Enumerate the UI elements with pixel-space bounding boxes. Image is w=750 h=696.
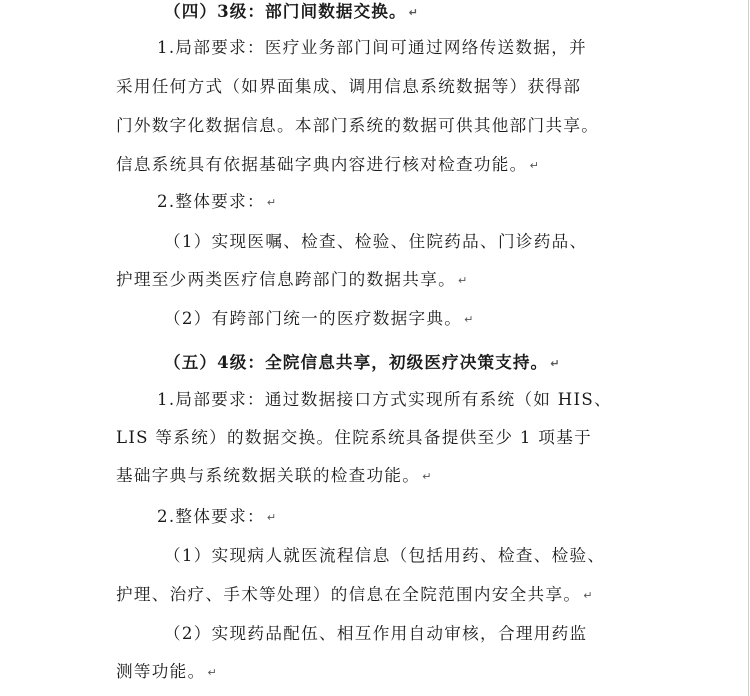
line-text: 测等功能。 [116, 662, 206, 681]
paragraph-mark-icon: ↵ [550, 357, 560, 370]
paragraph-line [116, 466, 431, 487]
paragraph-mark-icon: ↵ [408, 6, 418, 19]
paragraph-line [116, 662, 217, 683]
line-text: 采用任何方式（如界面集成、调用信息系统数据等）获得部 [116, 77, 582, 96]
paragraph-line [157, 390, 614, 411]
paragraph-line [164, 546, 607, 567]
paragraph-mark-icon: ↵ [266, 196, 277, 209]
line-text: 基础字典与系统数据关联的检查功能。 [116, 466, 421, 485]
paragraph-mark-icon: ↵ [266, 511, 277, 524]
line-text: （1）实现医嘱、检查、检验、住院药品、门诊药品、 [164, 232, 588, 251]
line-text: （1）实现病人就医流程信息（包括用药、检查、检验、 [164, 546, 606, 565]
line-text: （四）3级：部门间数据交换。 [164, 1, 407, 21]
paragraph-line [116, 155, 539, 176]
paragraph-mark-icon: ↵ [422, 470, 432, 483]
line-text: 信息系统具有依据基础字典内容进行核对检查功能。 [116, 155, 528, 174]
paragraph-mark-icon: ↵ [529, 159, 539, 172]
line-text: 护理至少两类医疗信息跨部门的数据共享。 [116, 270, 456, 289]
line-text: 门外数字化数据信息。本部门系统的数据可供其他部门共享。 [116, 116, 600, 135]
line-text: 1.局部要求：医疗业务部门间可通过网络传送数据，并 [157, 38, 587, 57]
paragraph-line [116, 270, 467, 291]
section-heading-level-4 [164, 352, 559, 374]
paragraph-line [157, 38, 589, 59]
line-text: LIS 等系统）的数据交换。住院系统具备提供至少 1 项基于 [116, 428, 592, 447]
paragraph-mark-icon: ↵ [207, 666, 217, 679]
paragraph-line [116, 116, 601, 137]
paragraph-line [157, 507, 276, 528]
line-text: （2）实现药品配伍、相互作用自动审核，合理用药监 [164, 624, 588, 643]
paragraph-line [164, 309, 473, 330]
paragraph-mark-icon: ↵ [457, 274, 468, 287]
line-text: 2.整体要求： [157, 507, 265, 526]
line-text: 1.局部要求：通过数据接口方式实现所有系统（如 HIS、 [157, 390, 612, 409]
paragraph-line [164, 232, 589, 253]
paragraph-mark-icon: ↵ [583, 589, 593, 602]
paragraph-mark-icon: ↵ [464, 313, 474, 326]
line-text: 2.整体要求： [157, 192, 265, 211]
paragraph-line [164, 624, 589, 645]
line-text: （2）有跨部门统一的医疗数据字典。 [164, 309, 463, 328]
paragraph-line [116, 428, 594, 449]
line-text: 护理、治疗、手术等处理）的信息在全院范围内安全共享。 [116, 585, 582, 604]
paragraph-line [116, 585, 592, 606]
line-text: （五）4级：全院信息共享，初级医疗决策支持。 [164, 352, 549, 372]
paragraph-line [116, 77, 583, 98]
section-heading-level-3 [164, 1, 418, 23]
paragraph-line [157, 192, 276, 213]
